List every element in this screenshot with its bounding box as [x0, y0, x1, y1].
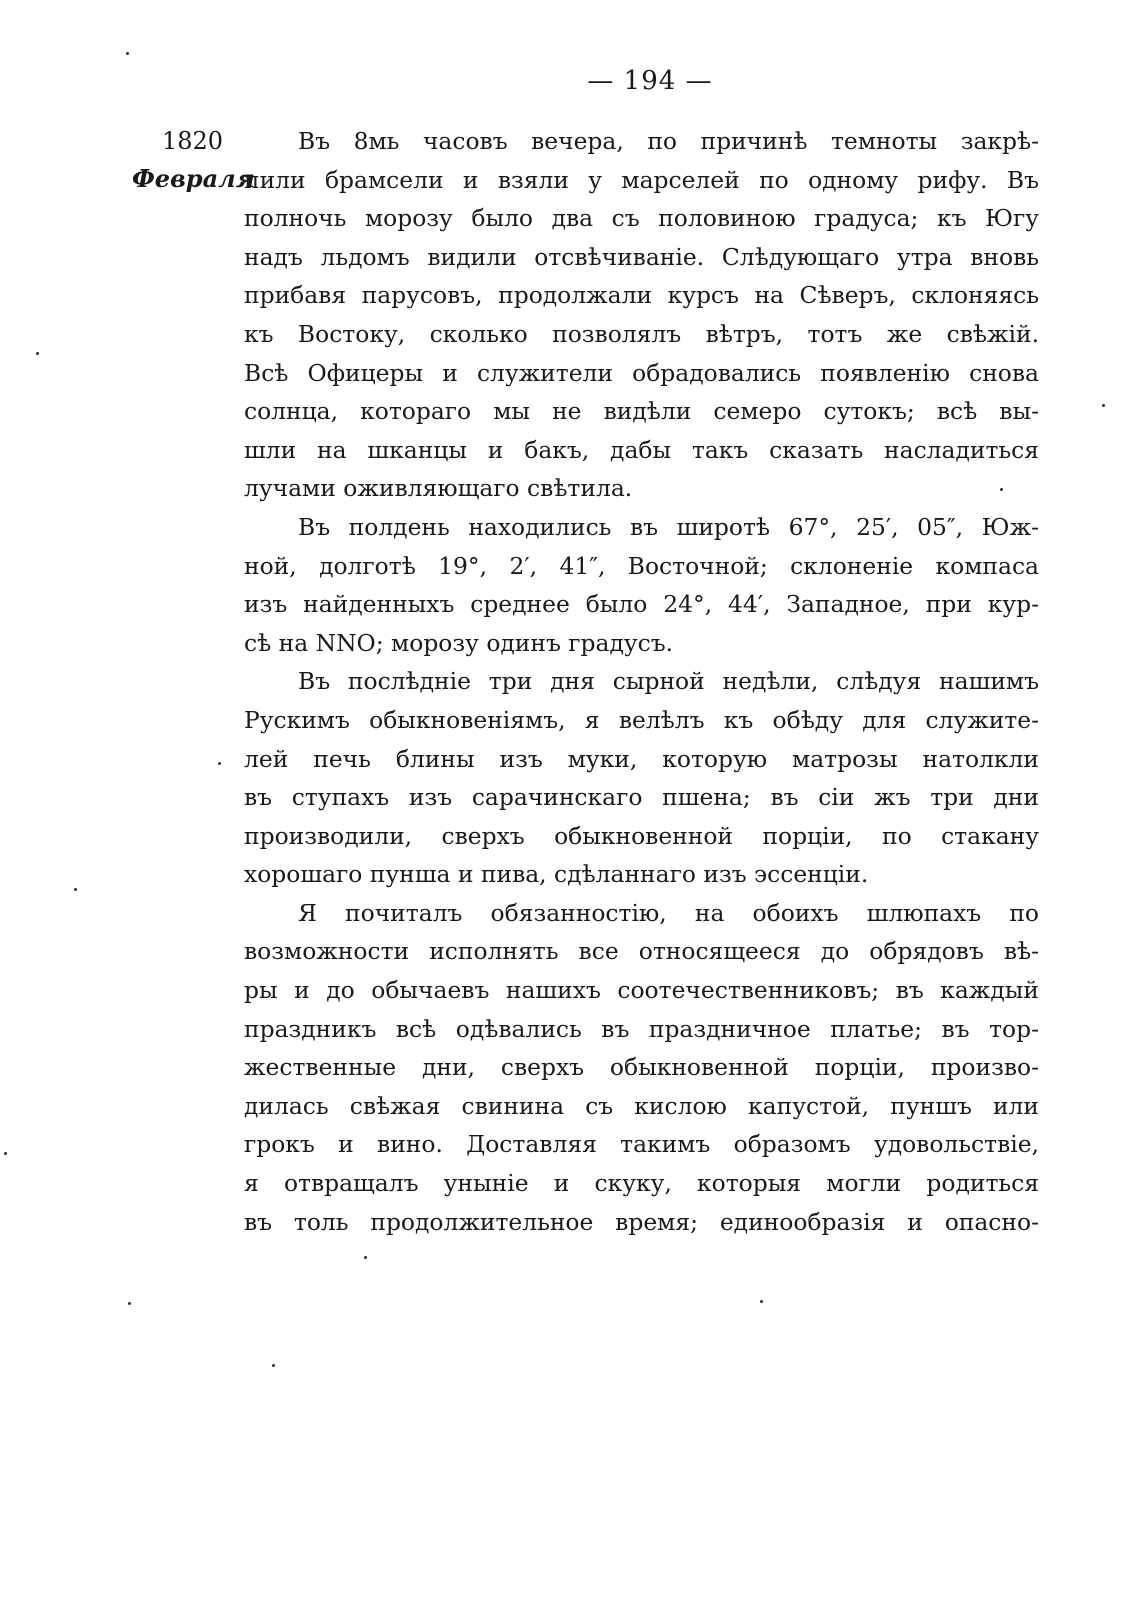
text-line: хорошаго пунша и пива, сдѣланнаго изъ эссенціи. — [244, 860, 869, 889]
paragraph — [244, 508, 1039, 662]
text-line: возможности исполнять все относящееся до обрядовъ вѣ- — [244, 937, 1039, 966]
scan-speck — [4, 1152, 7, 1155]
scan-speck — [1102, 404, 1105, 407]
scan-speck — [272, 1364, 275, 1367]
text-line: Въ полдень находились въ широтѣ 67°, 25′, 05″, Юж- — [298, 512, 1039, 541]
scan-speck — [760, 1300, 763, 1303]
text-line: дилась свѣжая свинина съ кислою капустой, пуншъ или — [244, 1091, 1039, 1120]
text-line: Рускимъ обыкновеніямъ, я велѣлъ къ обѣду для служите- — [244, 705, 1039, 734]
text-line: сѣ на NNO; морозу одинъ градусъ. — [244, 628, 674, 657]
text-line: ры и до обычаевъ нашихъ соотечественниковъ; въ каждый — [244, 976, 1039, 1005]
text-line: надъ льдомъ видили отсвѣчиваніе. Слѣдующаго утра вновь — [244, 242, 1039, 271]
text-line: пили брамсели и взяли у марселей по одному рифу. Въ — [244, 165, 1039, 194]
text-line: производили, сверхъ обыкновенной порціи, по стакану — [244, 821, 1039, 850]
scan-speck — [128, 1302, 131, 1305]
margin-note-year: 1820 — [162, 127, 224, 155]
margin-note-month: Февраля — [132, 164, 255, 193]
text-line: въ ступахъ изъ сарачинскаго пшена; въ сіи жъ три дни — [244, 783, 1039, 812]
paragraph — [244, 894, 1039, 1241]
text-line: праздникъ всѣ одѣвались въ праздничное платье; въ тор- — [244, 1014, 1039, 1043]
main-text — [244, 122, 1039, 1241]
text-line: Въ 8мь часовъ вечера, по причинѣ темноты закрѣ- — [298, 127, 1039, 155]
text-line: Я почиталъ обязанностію, на обоихъ шлюпахъ по — [298, 898, 1039, 927]
scan-speck — [1000, 488, 1003, 491]
text-line: лей печь блины изъ муки, которую матрозы натолкли — [244, 744, 1039, 773]
page-number: — 194 — — [587, 66, 713, 96]
text-line: жественные дни, сверхъ обыкновенной порціи, произво- — [244, 1053, 1039, 1082]
text-line: ной, долготѣ 19°, 2′, 41″, Восточной; склоненіе компаса — [244, 551, 1039, 580]
paragraph — [244, 122, 1039, 508]
scan-speck — [36, 352, 39, 355]
scan-speck — [126, 52, 129, 55]
text-line: въ толь продолжительное время; единообразія и опасно- — [244, 1207, 1039, 1236]
text-line: шли на шканцы и бакъ, дабы такъ сказать насладиться — [244, 435, 1039, 464]
text-line: я отвращалъ уныніе и скуку, которыя могли родиться — [244, 1169, 1039, 1198]
text-line: къ Востоку, сколько позволялъ вѣтръ, тотъ же свѣжій. — [244, 319, 1039, 348]
scan-speck — [364, 1256, 367, 1259]
text-line: прибавя парусовъ, продолжали курсъ на Сѣверъ, склоняясь — [244, 281, 1039, 310]
scan-speck — [218, 762, 221, 765]
text-line: лучами оживляющаго свѣтила. — [244, 474, 633, 503]
paragraph — [244, 662, 1039, 894]
scan-speck — [74, 888, 77, 891]
text-line: полночь морозу было два съ половиною градуса; къ Югу — [244, 204, 1039, 233]
text-line: Въ послѣдніе три дня сырной недѣли, слѣдуя нашимъ — [298, 667, 1039, 696]
text-line: Всѣ Офицеры и служители обрадовались появленію снова — [244, 358, 1039, 387]
text-line: грокъ и вино. Доставляя такимъ образомъ удовольствіе, — [244, 1130, 1039, 1159]
text-line: солнца, котораго мы не видѣли семеро сутокъ; всѣ вы- — [244, 397, 1039, 426]
text-line: изъ найденныхъ среднее было 24°, 44′, Западное, при кур- — [244, 590, 1039, 619]
